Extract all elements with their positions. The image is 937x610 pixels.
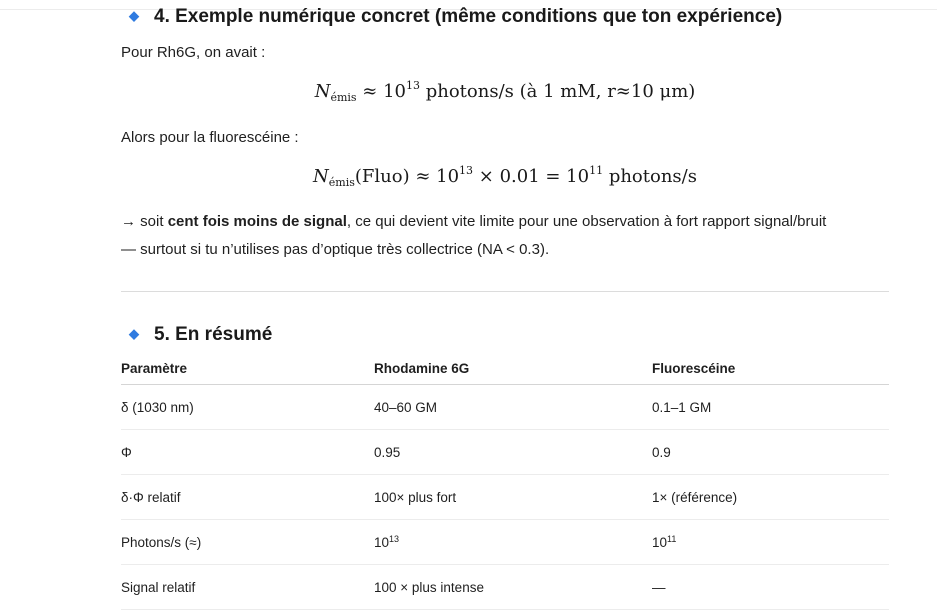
formula-argument: (Fluo) ≈ 10 [354, 166, 460, 187]
table-cell: 0.1–1 GM [652, 385, 889, 430]
formula-subscript: émis [330, 91, 357, 104]
conclusion-line-1: → soit cent fois moins de signal, ce qui devient vite limite pour une observation à fort rapport signal/bruit [121, 213, 827, 230]
table-cell: Φ [121, 430, 374, 475]
table-header-row [121, 352, 889, 385]
table-cell: — [652, 565, 889, 610]
table-row [121, 385, 889, 430]
blue-diamond-icon: ◆ [129, 326, 139, 341]
table-cell: 0.95 [374, 430, 652, 475]
formula-symbol: N [314, 81, 331, 102]
formula-rh6g [121, 81, 889, 102]
table-cell: 0.9 [652, 430, 889, 475]
conclusion-line-2: — surtout si tu n’utilises pas d’optique très collectrice (NA < 0.3). [121, 241, 550, 258]
summary-table [121, 352, 889, 610]
section-divider [121, 291, 889, 292]
formula-exponent: 13 [459, 164, 474, 177]
table-cell: $10^{11}$ [652, 520, 889, 565]
table-row [121, 475, 889, 520]
formula-subscript: émis [328, 176, 355, 189]
table-cell: Signal relatif [121, 565, 374, 610]
column-header: Fluorescéine [652, 352, 889, 385]
table-cell: 100× plus fort [374, 475, 652, 520]
intro-text: Pour Rh6G, on avait : [121, 44, 266, 61]
formula-exponent: 13 [406, 79, 420, 92]
formula-value: ≈ 10 [362, 81, 406, 102]
formula-unit: photons/s [608, 166, 697, 187]
section-5-heading [129, 324, 272, 346]
table-cell: Photons/s (≈) [121, 520, 374, 565]
table-row [121, 430, 889, 475]
conclusion-emphasis: cent fois moins de signal [167, 213, 347, 230]
section-4-title: 4. Exemple numérique concret (même conditions que ton expérience) [154, 6, 783, 27]
formula-fluo [121, 166, 889, 187]
formula-symbol: N [313, 166, 329, 187]
table-cell: δ (1030 nm) [121, 385, 374, 430]
column-header: Paramètre [121, 352, 374, 385]
formula-unit: photons/s (à 1 mM, r≈10 μm) [425, 81, 696, 102]
table-row [121, 565, 889, 610]
formula-exponent: 11 [589, 164, 604, 177]
blue-diamond-icon: ◆ [129, 8, 139, 23]
fluo-intro-text: Alors pour la fluorescéine : [121, 129, 299, 146]
table-row [121, 520, 889, 565]
section-4-heading [129, 6, 782, 28]
formula-product: × 0.01 = 10 [478, 166, 590, 187]
table-cell: 40–60 GM [374, 385, 652, 430]
table-cell: 100 × plus intense [374, 565, 652, 610]
section-5-title: 5. En résumé [154, 324, 273, 345]
column-header: Rhodamine 6G [374, 352, 652, 385]
table-cell: 1× (référence) [652, 475, 889, 520]
table-cell: δ·Φ relatif [121, 475, 374, 520]
table-cell: $10^{13}$ [374, 520, 652, 565]
